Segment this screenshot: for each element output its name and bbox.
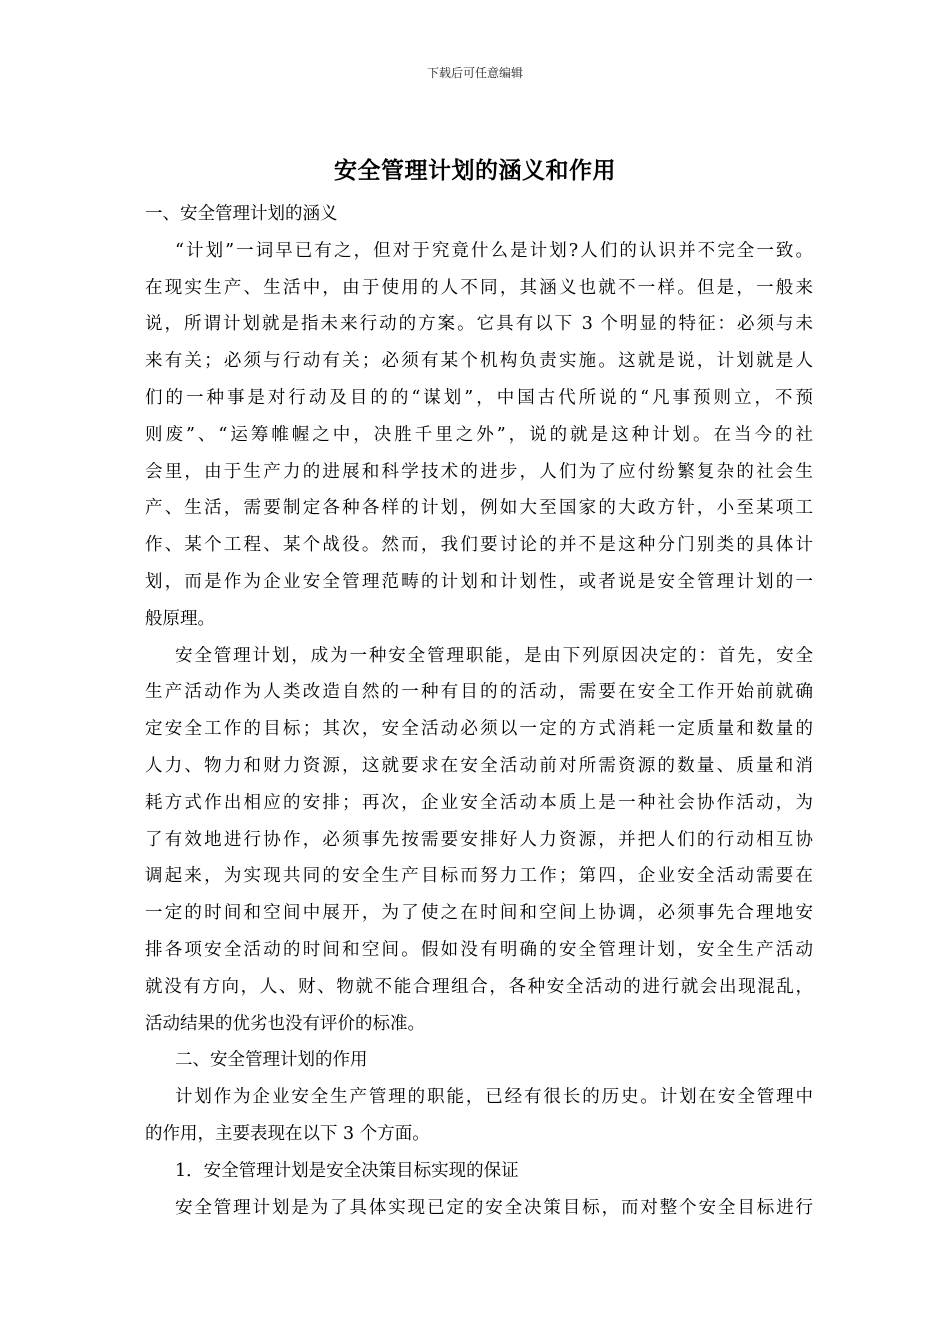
paragraph-line: 安全管理计划，成为一种安全管理职能，是由下列原因决定的：首先，安全 (175, 645, 813, 666)
paragraph-line: 排各项安全活动的时间和空间。假如没有明确的安全管理计划，安全生产活动 (145, 939, 813, 960)
paragraph-line: 定安全工作的目标；其次，安全活动必须以一定的方式消耗一定质量和数量的 (145, 719, 813, 740)
document-title: 安全管理计划的涵义和作用 (334, 157, 616, 184)
paragraph-line: 们的一种事是对行动及目的的“谋划”，中国古代所说的“凡事预则立，不预 (145, 387, 813, 408)
paragraph-line: 作、某个工程、某个战役。然而，我们要讨论的并不是这种分门别类的具体计 (145, 535, 813, 556)
paragraph-line: 就没有方向，人、财、物就不能合理组合，各种安全活动的进行就会出现混乱， (145, 976, 813, 997)
paragraph-line: 划，而是作为企业安全管理范畴的计划和计划性，或者说是安全管理计划的一 (145, 571, 813, 592)
paragraph-line: 了有效地进行协作，必须事先按需要安排好人力资源，并把人们的行动相互协 (145, 829, 813, 850)
paragraph-line: 生产活动作为人类改造自然的一种有目的的活动，需要在安全工作开始前就确 (145, 682, 813, 703)
paragraph-line: 般原理。 (145, 608, 215, 629)
section-heading-1: 一、安全管理计划的涵义 (145, 204, 338, 224)
section-heading-2: 二、安全管理计划的作用 (175, 1050, 368, 1071)
paragraph-line: 安全管理计划是为了具体实现已定的安全决策目标，而对整个安全目标进行 (175, 1197, 813, 1218)
paragraph-line: 一定的时间和空间中展开，为了使之在时间和空间上协调，必须事先合理地安 (145, 903, 813, 924)
paragraph-line: 的作用，主要表现在以下 3 个方面。 (145, 1123, 430, 1144)
document-body (145, 196, 813, 1226)
paragraph-line: 活动结果的优劣也没有评价的标准。 (145, 1013, 425, 1034)
paragraph-line: 调起来，为实现共同的安全生产目标而努力工作；第四，企业安全活动需要在 (145, 866, 813, 887)
paragraph-line: 耗方式作出相应的安排；再次，企业安全活动本质上是一种社会协作活动，为 (145, 792, 813, 813)
paragraph-line: 则废”、“运筹帷幄之中，决胜千里之外”，说的就是这种计划。在当今的社 (145, 424, 813, 445)
paragraph-line: 来有关；必须与行动有关；必须有某个机构负责实施。这就是说，计划就是人 (145, 351, 813, 372)
paragraph-line: 会里，由于生产力的进展和科学技术的进步，人们为了应付纷繁复杂的社会生 (145, 461, 813, 482)
paragraph-line: “计划”一词早已有之，但对于究竟什么是计划?人们的认识并不完全一致。 (175, 240, 813, 261)
paragraph-line: 人力、物力和财力资源，这就要求在安全活动前对所需资源的数量、质量和消 (145, 755, 813, 776)
header-note: 下载后可任意编辑 (426, 66, 523, 80)
paragraph-line: 在现实生产、生活中，由于使用的人不同，其涵义也就不一样。但是，一般来 (145, 277, 813, 298)
paragraph-line: 计划作为企业安全生产管理的职能，已经有很长的历史。计划在安全管理中 (175, 1087, 813, 1108)
subsection-heading: 1．安全管理计划是安全决策目标实现的保证 (175, 1160, 519, 1181)
paragraph-line: 说，所谓计划就是指未来行动的方案。它具有以下 3 个明显的特征：必须与未 (145, 314, 813, 335)
paragraph-line: 产、生活，需要制定各种各样的计划，例如大至国家的大政方针，小至某项工 (145, 498, 813, 519)
